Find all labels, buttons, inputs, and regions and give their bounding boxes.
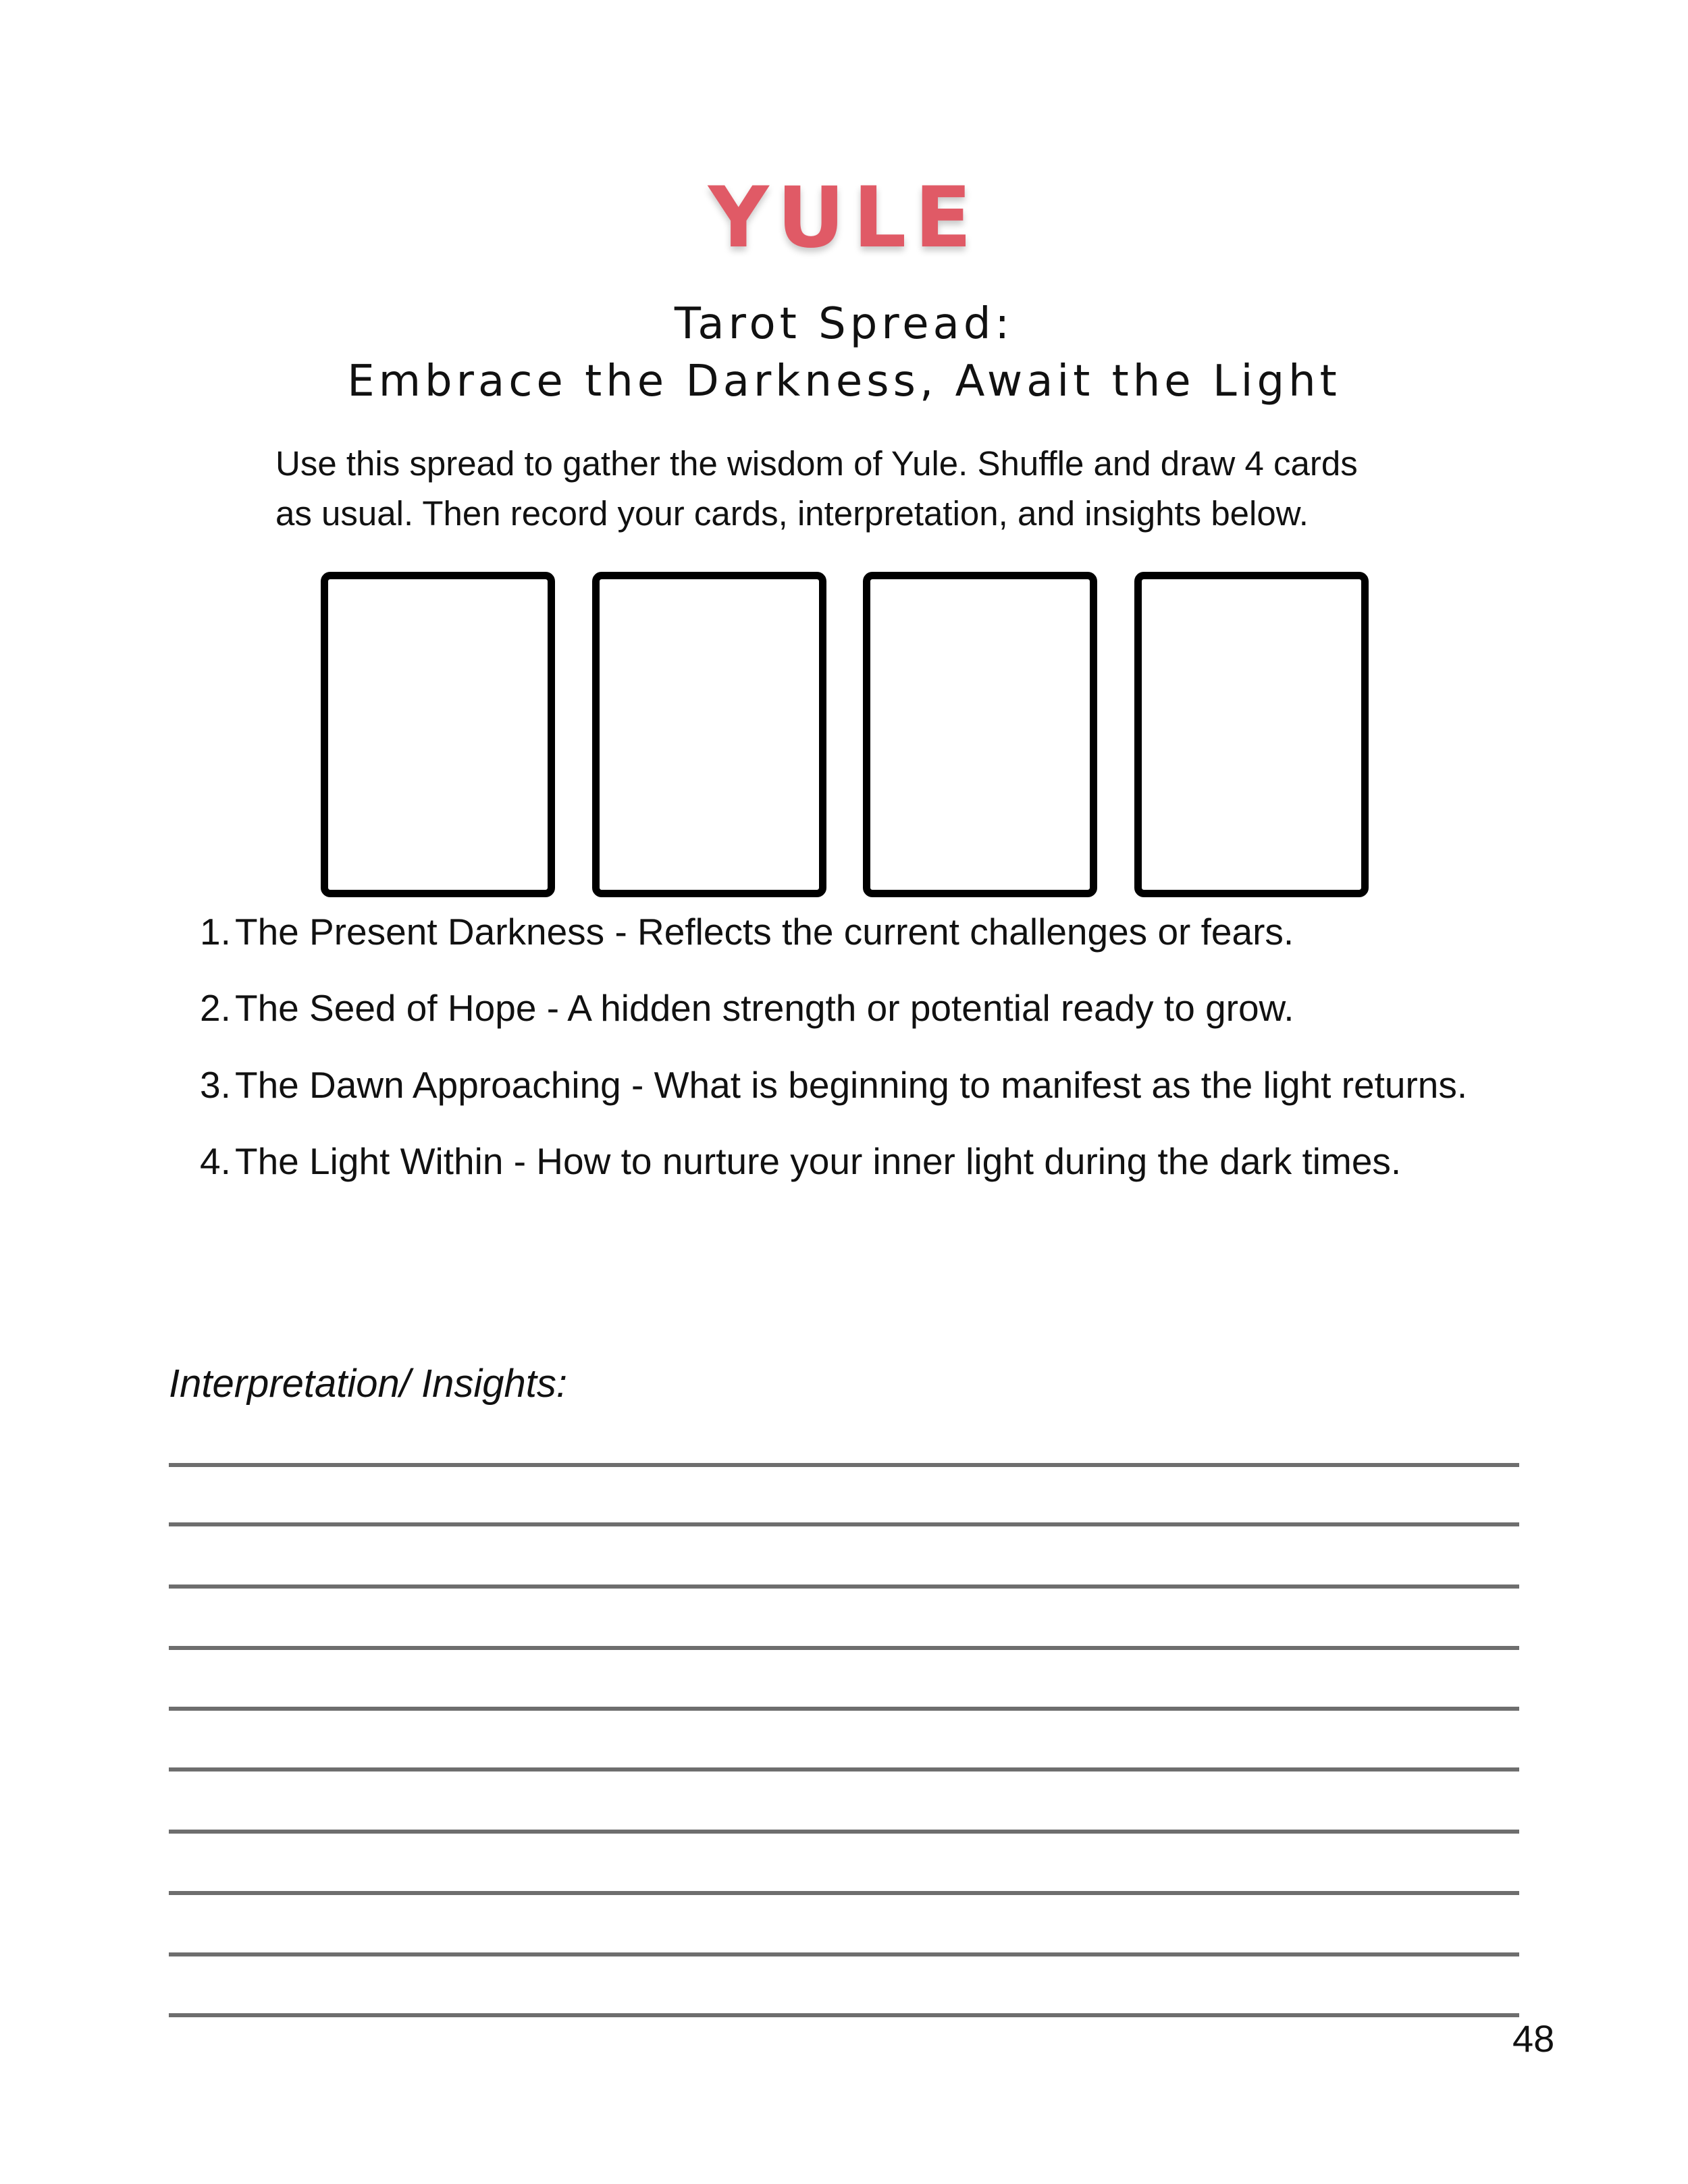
writing-line-3: [169, 1584, 1519, 1589]
card-slot-3: [863, 572, 1097, 897]
intro-line-2: as usual. Then record your cards, interpretation, and insights below.: [275, 494, 1309, 533]
list-item: [200, 1134, 1401, 1188]
list-item-text: The Light Within - How to nurture your inner light during the dark times.: [235, 1140, 1402, 1182]
writing-line-7: [169, 1830, 1519, 1834]
spread-subtitle-line-1: Tarot Spread:: [674, 299, 1014, 349]
writing-line-6: [169, 1767, 1519, 1772]
writing-line-1: [169, 1463, 1519, 1467]
card-slot-2: [592, 572, 826, 897]
list-item-text: The Seed of Hope - A hidden strength or potential ready to grow.: [235, 987, 1294, 1029]
list-item-number: 2.: [200, 987, 231, 1029]
writing-line-9: [169, 1952, 1519, 1956]
writing-line-2: [169, 1522, 1519, 1526]
spread-subtitle-line-2: Embrace the Darkness, Await the Light: [347, 356, 1341, 406]
writing-line-5: [169, 1707, 1519, 1711]
card-slot-4: [1134, 572, 1369, 897]
page-title: YULE: [708, 169, 980, 267]
list-item-number: 1.: [200, 911, 231, 953]
writing-line-4: [169, 1646, 1519, 1650]
list-item: [200, 981, 1294, 1035]
intro-line-1: Use this spread to gather the wisdom of Yule. Shuffle and draw 4 cards: [275, 444, 1358, 483]
insights-label: Interpretation/ Insights:: [169, 1362, 567, 1406]
list-item-text: The Present Darkness - Reflects the current challenges or fears.: [235, 911, 1294, 953]
list-item-number: 3.: [200, 1064, 231, 1106]
list-item-number: 4.: [200, 1140, 231, 1182]
card-slot-1: [321, 572, 555, 897]
writing-line-8: [169, 1891, 1519, 1895]
page-number: 48: [1512, 2017, 1555, 2060]
list-item: [200, 1058, 1467, 1112]
list-item: [200, 905, 1294, 959]
writing-line-10: [169, 2013, 1519, 2017]
list-item-text: The Dawn Approaching - What is beginning to manifest as the light returns.: [235, 1064, 1468, 1106]
intro-paragraph: [275, 439, 1464, 539]
